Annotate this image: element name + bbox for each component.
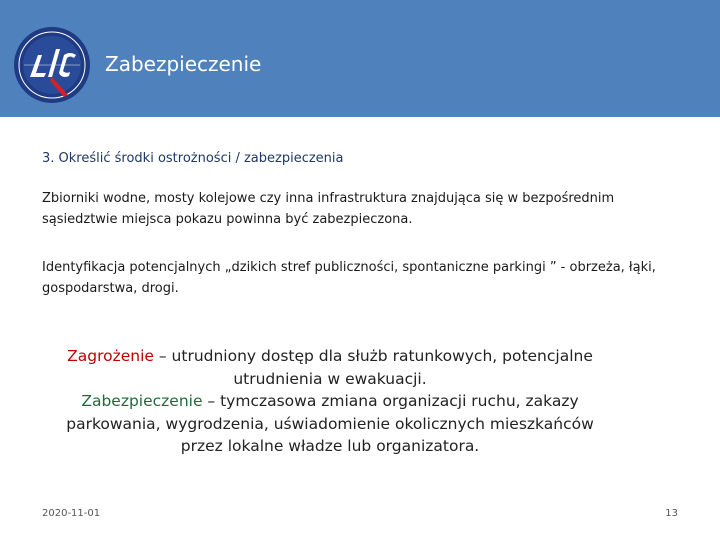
paragraph-identification: Identyfikacja potencjalnych „dzikich stref publiczności, spontaniczne parkingi ” - obrzeża, łąki, gospodarstwa, drogi. (42, 260, 656, 296)
page-number: 13 (665, 508, 678, 519)
protection-text: – tymczasowa zmiana organizacji ruchu, zakazy parkowania, wygrodzenia, uświadomienie okolicznych mieszkańców przez lokalne władze lub organizatora. (66, 392, 594, 455)
protection-label: Zabezpieczenie (81, 392, 203, 410)
section-heading: 3. Określić środki ostrożności / zabezpieczenia (42, 151, 344, 166)
page-title: Zabezpieczenie (105, 52, 262, 76)
ulc-logo-icon (12, 25, 92, 105)
paragraph-infrastructure: Zbiorniki wodne, mosty kolejowe czy inna infrastruktura znajdująca się w bezpośrednim sąsiedztwie miejsca pokazu powinna być zabezpieczona. (42, 191, 615, 227)
footer-date: 2020-11-01 (42, 508, 101, 519)
threat-text: – utrudniony dostęp dla służb ratunkowych, potencjalne utrudnienia w ewakuacji. (153, 347, 593, 388)
threat-label: Zagrożenie (67, 347, 154, 365)
header-bar (0, 0, 720, 117)
threat-protection-block (60, 345, 600, 458)
